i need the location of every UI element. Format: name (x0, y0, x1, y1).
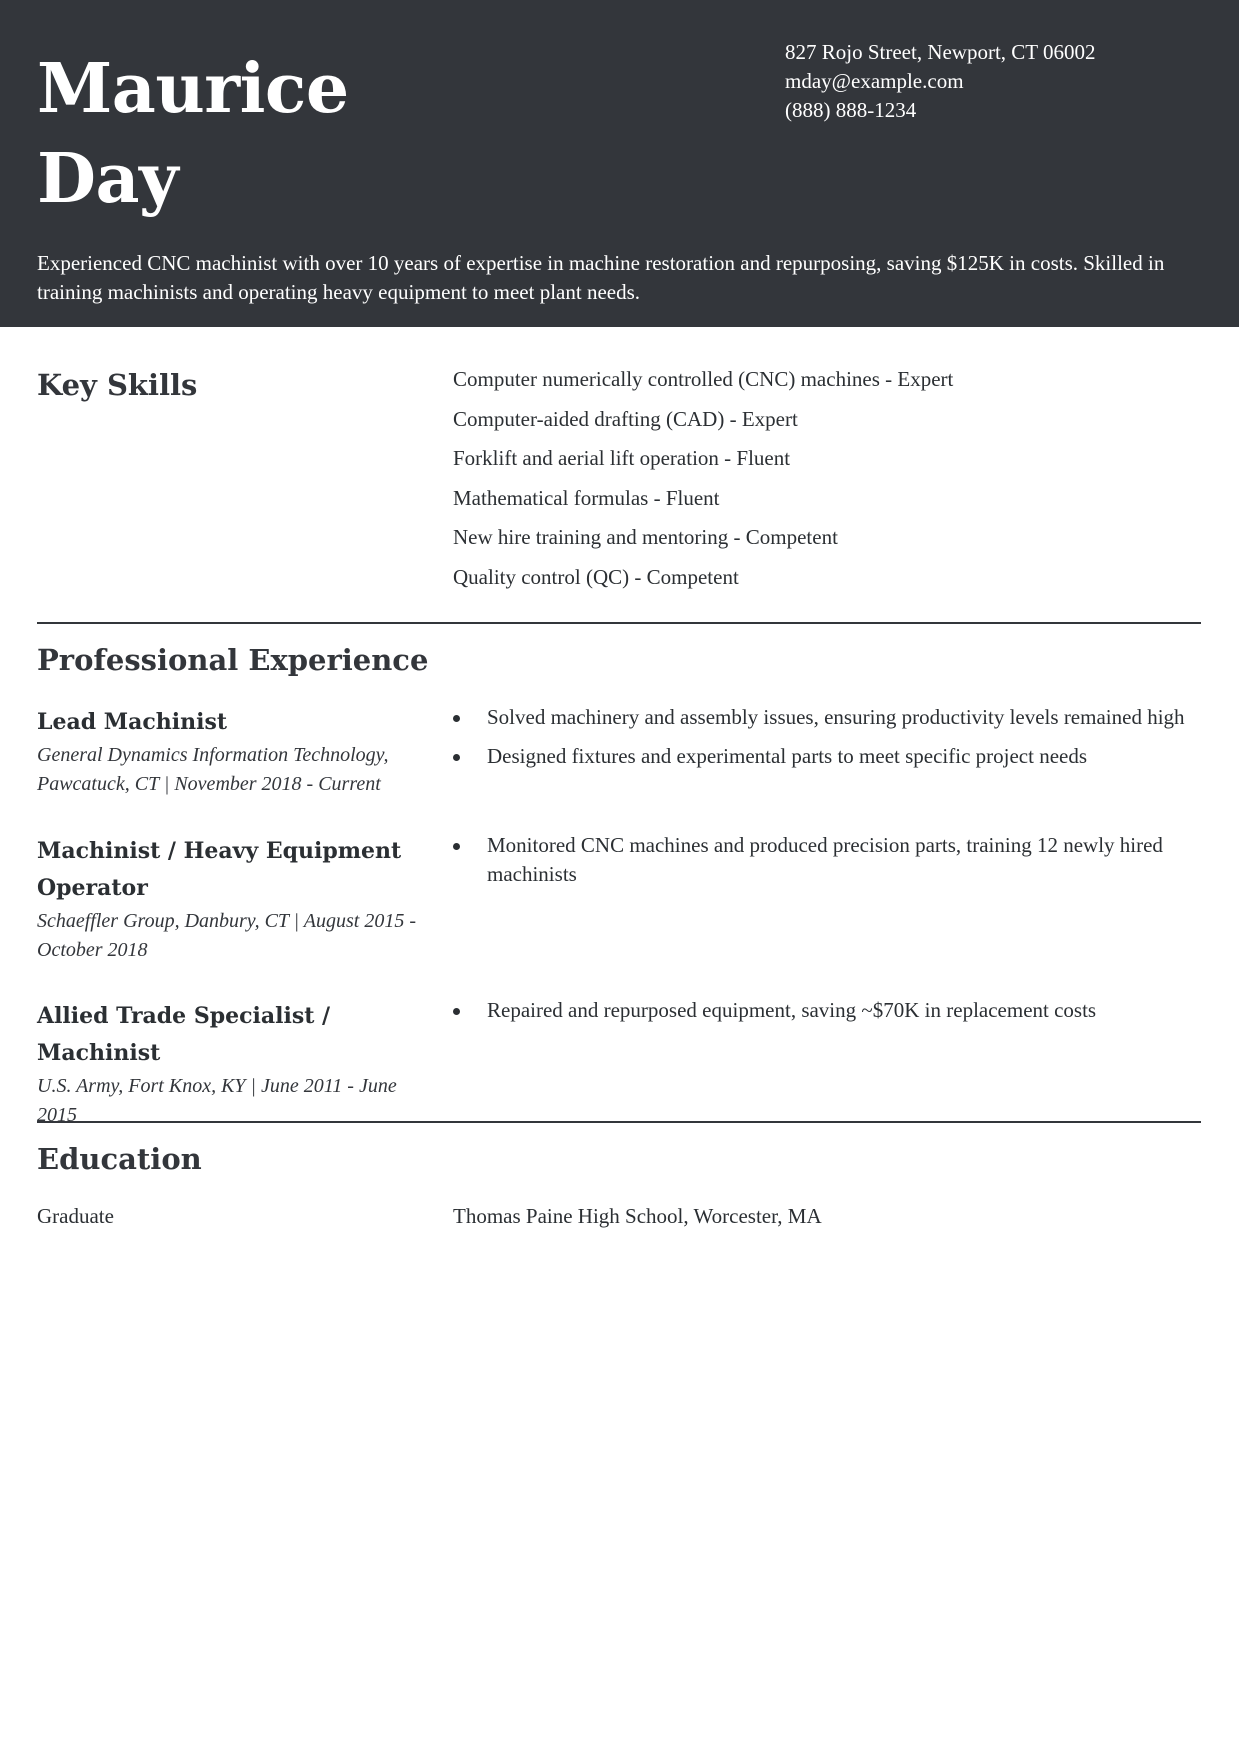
section-divider (37, 1121, 1201, 1123)
last-name: Day (37, 139, 179, 219)
first-name: Maurice (37, 49, 349, 129)
bullet-item: Monitored CNC machines and produced precision parts, training 12 newly hired machinists (453, 831, 1193, 889)
section-divider (37, 622, 1201, 624)
job-entry (37, 833, 437, 965)
job-meta: Schaeffler Group, Danbury, CT | August 2015 - October 2018 (37, 910, 417, 961)
skills-list (453, 365, 953, 602)
bullet-icon (453, 843, 460, 850)
bullet-icon (453, 715, 460, 722)
bullet-icon (453, 754, 460, 761)
bullet-icon (453, 1008, 460, 1015)
job-bullets (453, 703, 1193, 781)
phone: (888) 888-1234 (785, 98, 917, 122)
candidate-name (37, 44, 349, 224)
job-title: Machinist / Heavy Equipment Operator (37, 838, 402, 901)
skill-item: Mathematical formulas - Fluent (453, 485, 720, 510)
profile-summary: Experienced CNC machinist with over 10 years of expertise in machine restoration and repurposing, saving $125K in costs. Skilled in training machinists and operating heavy equipment to meet plant needs. (37, 251, 1165, 304)
skill-item: Computer-aided drafting (CAD) - Expert (453, 406, 798, 431)
job-bullets (453, 831, 1193, 899)
email: mday@example.com (785, 69, 964, 93)
education-degree: Graduate (37, 1204, 114, 1228)
education-school: Thomas Paine High School, Worcester, MA (453, 1204, 822, 1228)
job-meta: General Dynamics Information Technology, Pawcatuck, CT | November 2018 - Current (37, 744, 389, 795)
job-entry (37, 704, 437, 799)
skill-item: Quality control (QC) - Competent (453, 564, 739, 589)
job-meta: U.S. Army, Fort Knox, KY | June 2011 - June 2015 (37, 1075, 397, 1126)
job-entry (37, 998, 437, 1130)
skill-item: Computer numerically controlled (CNC) machines - Expert (453, 367, 954, 391)
skill-item: New hire training and mentoring - Competent (453, 525, 838, 549)
bullet-item: Repaired and repurposed equipment, saving ~$70K in replacement costs (453, 996, 1193, 1025)
job-title: Allied Trade Specialist / Machinist (37, 1003, 331, 1066)
skills-heading: Key Skills (37, 368, 198, 402)
job-title: Lead Machinist (37, 709, 228, 735)
bullet-item: Solved machinery and assembly issues, ensuring productivity levels remained high (453, 703, 1193, 732)
address: 827 Rojo Street, Newport, CT 06002 (785, 40, 1096, 64)
job-bullets (453, 996, 1193, 1035)
education-heading: Education (37, 1142, 202, 1176)
contact-info (785, 38, 1096, 125)
skill-item: Forklift and aerial lift operation - Fluent (453, 446, 791, 470)
bullet-item: Designed fixtures and experimental parts to meet specific project needs (453, 742, 1193, 771)
experience-heading: Professional Experience (37, 643, 429, 677)
resume-header (0, 0, 1239, 327)
